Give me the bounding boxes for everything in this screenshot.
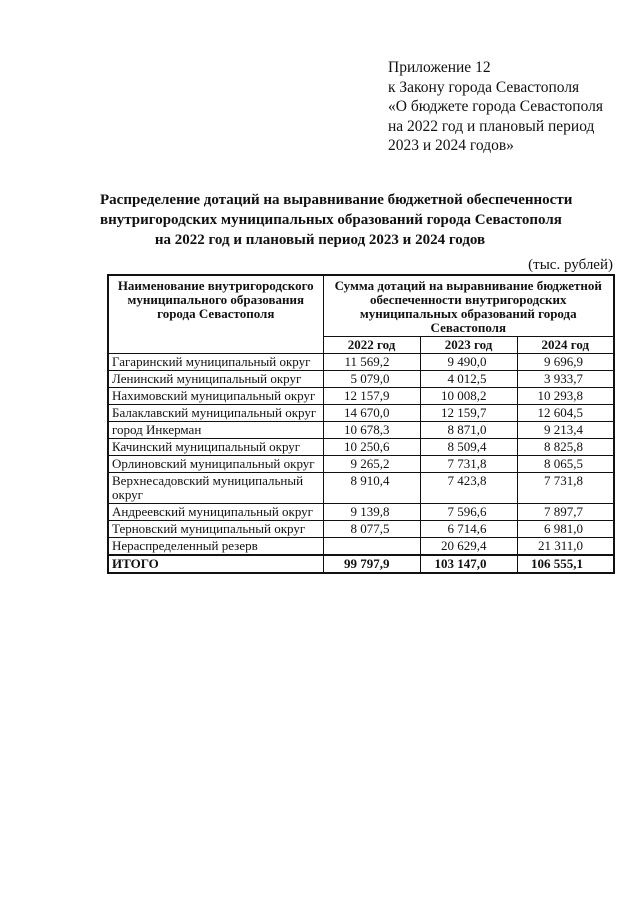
title-line: на 2022 год и плановый период 2023 и 2024 годов xyxy=(154,232,486,248)
value-2023-cell: 7 423,8 xyxy=(420,473,517,504)
annex-line: «О бюджете города Севастополя xyxy=(388,98,604,115)
value-2024-cell: 8 825,8 xyxy=(517,439,614,456)
table-row xyxy=(108,354,614,371)
header-name: Наименование внутригородского муниципального образования города Севастополя xyxy=(108,275,323,354)
table-body xyxy=(108,354,614,574)
district-name-cell: Орлиновский муниципальный округ xyxy=(108,456,323,473)
value-2022-cell: 99 797,9 xyxy=(323,555,420,573)
value-2024-cell: 12 604,5 xyxy=(517,405,614,422)
title-line: внутригородских муниципальных образований города Севастополя xyxy=(100,212,562,228)
value-2023-cell: 4 012,5 xyxy=(420,371,517,388)
value-2022-cell: 10 250,6 xyxy=(323,439,420,456)
value-2022-cell: 8 077,5 xyxy=(323,521,420,538)
header-sum: Сумма дотаций на выравнивание бюджетной обеспеченности внутригородских муниципальных образований города Севастополя xyxy=(323,275,614,337)
document-title xyxy=(100,190,573,250)
value-2023-cell: 10 008,2 xyxy=(420,388,517,405)
value-2022-cell: 14 670,0 xyxy=(323,405,420,422)
subsidy-table xyxy=(107,274,615,574)
value-2024-cell: 21 311,0 xyxy=(517,538,614,556)
district-name-cell: город Инкерман xyxy=(108,422,323,439)
table-row xyxy=(108,405,614,422)
units-label: (тыс. рублей) xyxy=(528,257,613,273)
value-2024-cell: 106 555,1 xyxy=(517,555,614,573)
district-name-cell: ИТОГО xyxy=(108,555,323,573)
table-row xyxy=(108,439,614,456)
table-row xyxy=(108,521,614,538)
district-name-cell: Нахимовский муниципальный округ xyxy=(108,388,323,405)
value-2024-cell: 9 696,9 xyxy=(517,354,614,371)
district-name-cell: Гагаринский муниципальный округ xyxy=(108,354,323,371)
header-year: 2024 год xyxy=(517,337,614,354)
table-row xyxy=(108,456,614,473)
district-name-cell: Балаклавский муниципальный округ xyxy=(108,405,323,422)
value-2023-cell: 20 629,4 xyxy=(420,538,517,556)
value-2024-cell: 7 897,7 xyxy=(517,504,614,521)
value-2024-cell: 10 293,8 xyxy=(517,388,614,405)
district-name-cell: Андреевский муниципальный округ xyxy=(108,504,323,521)
annex-line: 2023 и 2024 годов» xyxy=(388,137,514,154)
table-row xyxy=(108,538,614,556)
value-2024-cell: 7 731,8 xyxy=(517,473,614,504)
value-2024-cell: 8 065,5 xyxy=(517,456,614,473)
table-row xyxy=(108,388,614,405)
value-2022-cell: 9 265,2 xyxy=(323,456,420,473)
value-2024-cell: 9 213,4 xyxy=(517,422,614,439)
value-2022-cell xyxy=(323,538,420,556)
table-row xyxy=(108,371,614,388)
value-2023-cell: 103 147,0 xyxy=(420,555,517,573)
value-2022-cell: 10 678,3 xyxy=(323,422,420,439)
value-2023-cell: 12 159,7 xyxy=(420,405,517,422)
district-name-cell: Верхнесадовский муниципальный округ xyxy=(108,473,323,504)
district-name-cell: Терновский муниципальный округ xyxy=(108,521,323,538)
table-row xyxy=(108,422,614,439)
annex-line: Приложение 12 xyxy=(388,59,491,76)
value-2022-cell: 12 157,9 xyxy=(323,388,420,405)
district-name-cell: Качинский муниципальный округ xyxy=(108,439,323,456)
value-2024-cell: 3 933,7 xyxy=(517,371,614,388)
total-row xyxy=(108,555,614,573)
header-year: 2022 год xyxy=(323,337,420,354)
table-row xyxy=(108,473,614,504)
value-2023-cell: 8 509,4 xyxy=(420,439,517,456)
value-2024-cell: 6 981,0 xyxy=(517,521,614,538)
value-2022-cell: 8 910,4 xyxy=(323,473,420,504)
value-2023-cell: 8 871,0 xyxy=(420,422,517,439)
table-row xyxy=(108,504,614,521)
value-2023-cell: 7 596,6 xyxy=(420,504,517,521)
annex-line: на 2022 год и плановый период xyxy=(388,117,595,135)
district-name-cell: Ленинский муниципальный округ xyxy=(108,371,323,388)
district-name-cell: Нераспределенный резерв xyxy=(108,538,323,556)
annex-line: к Закону города Севастополя xyxy=(388,78,580,96)
annex-header xyxy=(388,58,603,156)
value-2023-cell: 6 714,6 xyxy=(420,521,517,538)
value-2022-cell: 11 569,2 xyxy=(323,354,420,371)
value-2022-cell: 5 079,0 xyxy=(323,371,420,388)
value-2022-cell: 9 139,8 xyxy=(323,504,420,521)
value-2023-cell: 9 490,0 xyxy=(420,354,517,371)
title-line: Распределение дотаций на выравнивание бюджетной обеспеченности xyxy=(100,192,573,208)
header-year: 2023 год xyxy=(420,337,517,354)
value-2023-cell: 7 731,8 xyxy=(420,456,517,473)
